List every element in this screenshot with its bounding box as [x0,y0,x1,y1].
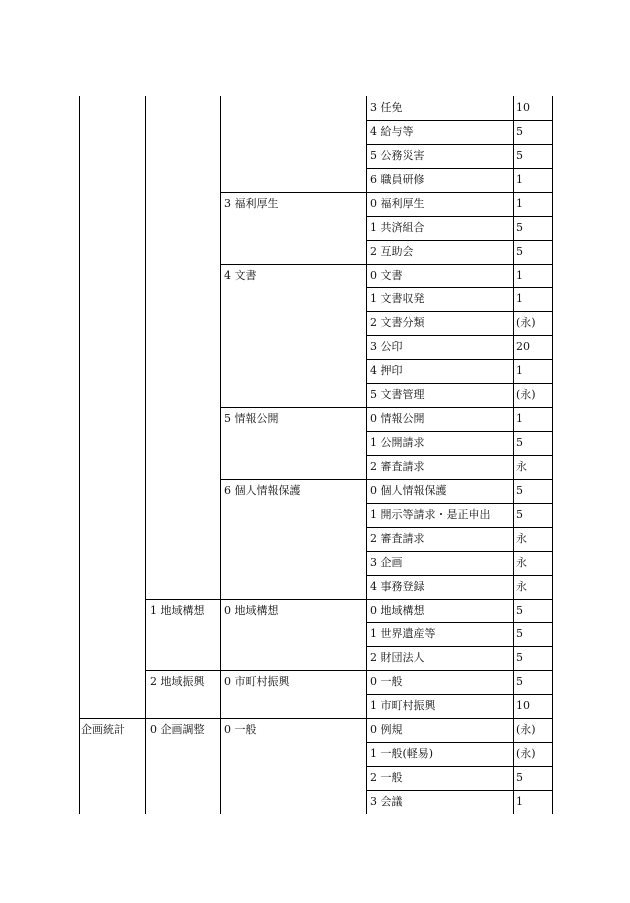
table-cell: 0 文書 [370,268,403,282]
table-cell: 10 [516,101,530,114]
table-row-border [366,383,553,384]
table-cell: 5 [516,627,523,641]
table-row-border [366,527,553,528]
table-cell: 5 [516,483,523,497]
table-cell: 3 任免 [370,101,403,114]
table-cell: 10 [516,699,530,713]
table-cell: 2 審査請求 [370,459,425,473]
table-cell: 1 [516,292,523,306]
table-cell: 1 市町村振興 [370,699,436,713]
table-cell: 3 会議 [370,794,403,808]
table-cell: 2 互助会 [370,244,414,258]
table-cell: 4 給与等 [370,124,414,138]
table-row-border [366,766,553,767]
table-cell: 0 地域構想 [370,603,425,617]
table-cell: 3 企画 [370,555,403,569]
table-cell: 0 地域構想 [224,603,279,617]
table-row-border [366,503,553,504]
table-cell: 永 [516,459,527,473]
table-cell: 企画統計 [81,723,125,737]
table-cell: 1 一般(軽易) [370,747,434,761]
table-cell: 5 [516,675,523,689]
table-cell: 2 一般 [370,771,403,785]
table-cell: 3 福利厚生 [224,196,279,210]
table-cell: 0 一般 [224,723,257,737]
table-row-border [366,168,553,169]
table-cell: 4 事務登録 [370,579,425,593]
table-cell: 2 地域振興 [150,675,205,689]
table-cell: 4 文書 [224,268,257,282]
table-row-border [366,144,553,145]
table-cell: 1 [516,364,523,378]
table-vline-1 [145,96,146,814]
table-cell: 1 公開請求 [370,436,425,450]
table-row-border [79,718,553,719]
table-row-border [366,646,553,647]
table-cell: 0 個人情報保護 [370,483,447,497]
table-cell: 4 押印 [370,364,403,378]
table-row-border [220,264,553,265]
table-cell: 0 企画調整 [150,723,205,737]
table-row-border [366,551,553,552]
table-cell: 1 [516,268,523,282]
table-cell: 1 文書収発 [370,292,425,306]
table-cell: 1 [516,196,523,210]
table-cell: 5 [516,436,523,450]
table-cell: 5 [516,771,523,785]
table-row-border [366,216,553,217]
table-cell: 1 地域構想 [150,603,205,617]
table-row-border [366,120,553,121]
table-row-border [366,240,553,241]
table-vline-0 [79,96,80,814]
table-cell: 5 [516,244,523,258]
table-cell: 2 財団法人 [370,651,425,665]
table-row-border [145,599,553,600]
table-cell: 5 情報公開 [224,412,279,426]
table-cell: 5 [516,220,523,234]
table-row-border [145,670,553,671]
table-cell: 5 [516,507,523,521]
table-cell: 5 公務災害 [370,148,425,162]
table-row-border [366,287,553,288]
table-cell: (永) [516,747,536,761]
table-cell: 6 個人情報保護 [224,483,301,497]
table-cell: 5 [516,651,523,665]
table-cell: 0 一般 [370,675,403,689]
table-cell: 0 情報公開 [370,412,425,426]
table-cell: 2 文書分類 [370,316,425,330]
table-cell: (永) [516,316,536,330]
table-row-border [366,622,553,623]
table-row-border [366,575,553,576]
table-row-border [366,431,553,432]
table-row-border [366,455,553,456]
table-row-border [366,359,553,360]
table-cell: 0 例規 [370,723,403,737]
table-cell: (永) [516,388,536,402]
table-cell: 5 [516,603,523,617]
table-cell: 3 公印 [370,340,403,354]
table-cell: 1 共済組合 [370,220,425,234]
table-cell: 永 [516,579,527,593]
table-cell: 6 職員研修 [370,172,425,186]
table-row-border [366,742,553,743]
table-cell: (永) [516,723,536,737]
table-cell: 永 [516,555,527,569]
table-row-border [366,694,553,695]
table-cell: 1 世界遺産等 [370,627,436,641]
table-vline-2 [220,96,221,814]
table-row-border [220,192,553,193]
table-cell: 0 市町村振興 [224,675,290,689]
table-row-border [220,407,553,408]
table-cell: 5 [516,124,523,138]
table-cell: 永 [516,531,527,545]
table-cell: 1 [516,172,523,186]
table-cell: 1 [516,794,523,808]
table-cell: 2 審査請求 [370,531,425,545]
table-row-border [366,790,553,791]
table-cell: 1 開示等請求・是正申出 [370,507,491,521]
table-row-border [366,335,553,336]
table-cell: 1 [516,412,523,426]
table-cell: 0 福利厚生 [370,196,425,210]
table-cell: 20 [516,340,530,354]
table-row-border [366,311,553,312]
table-cell: 5 [516,148,523,162]
table-row-border [220,479,553,480]
table-cell: 5 文書管理 [370,388,425,402]
